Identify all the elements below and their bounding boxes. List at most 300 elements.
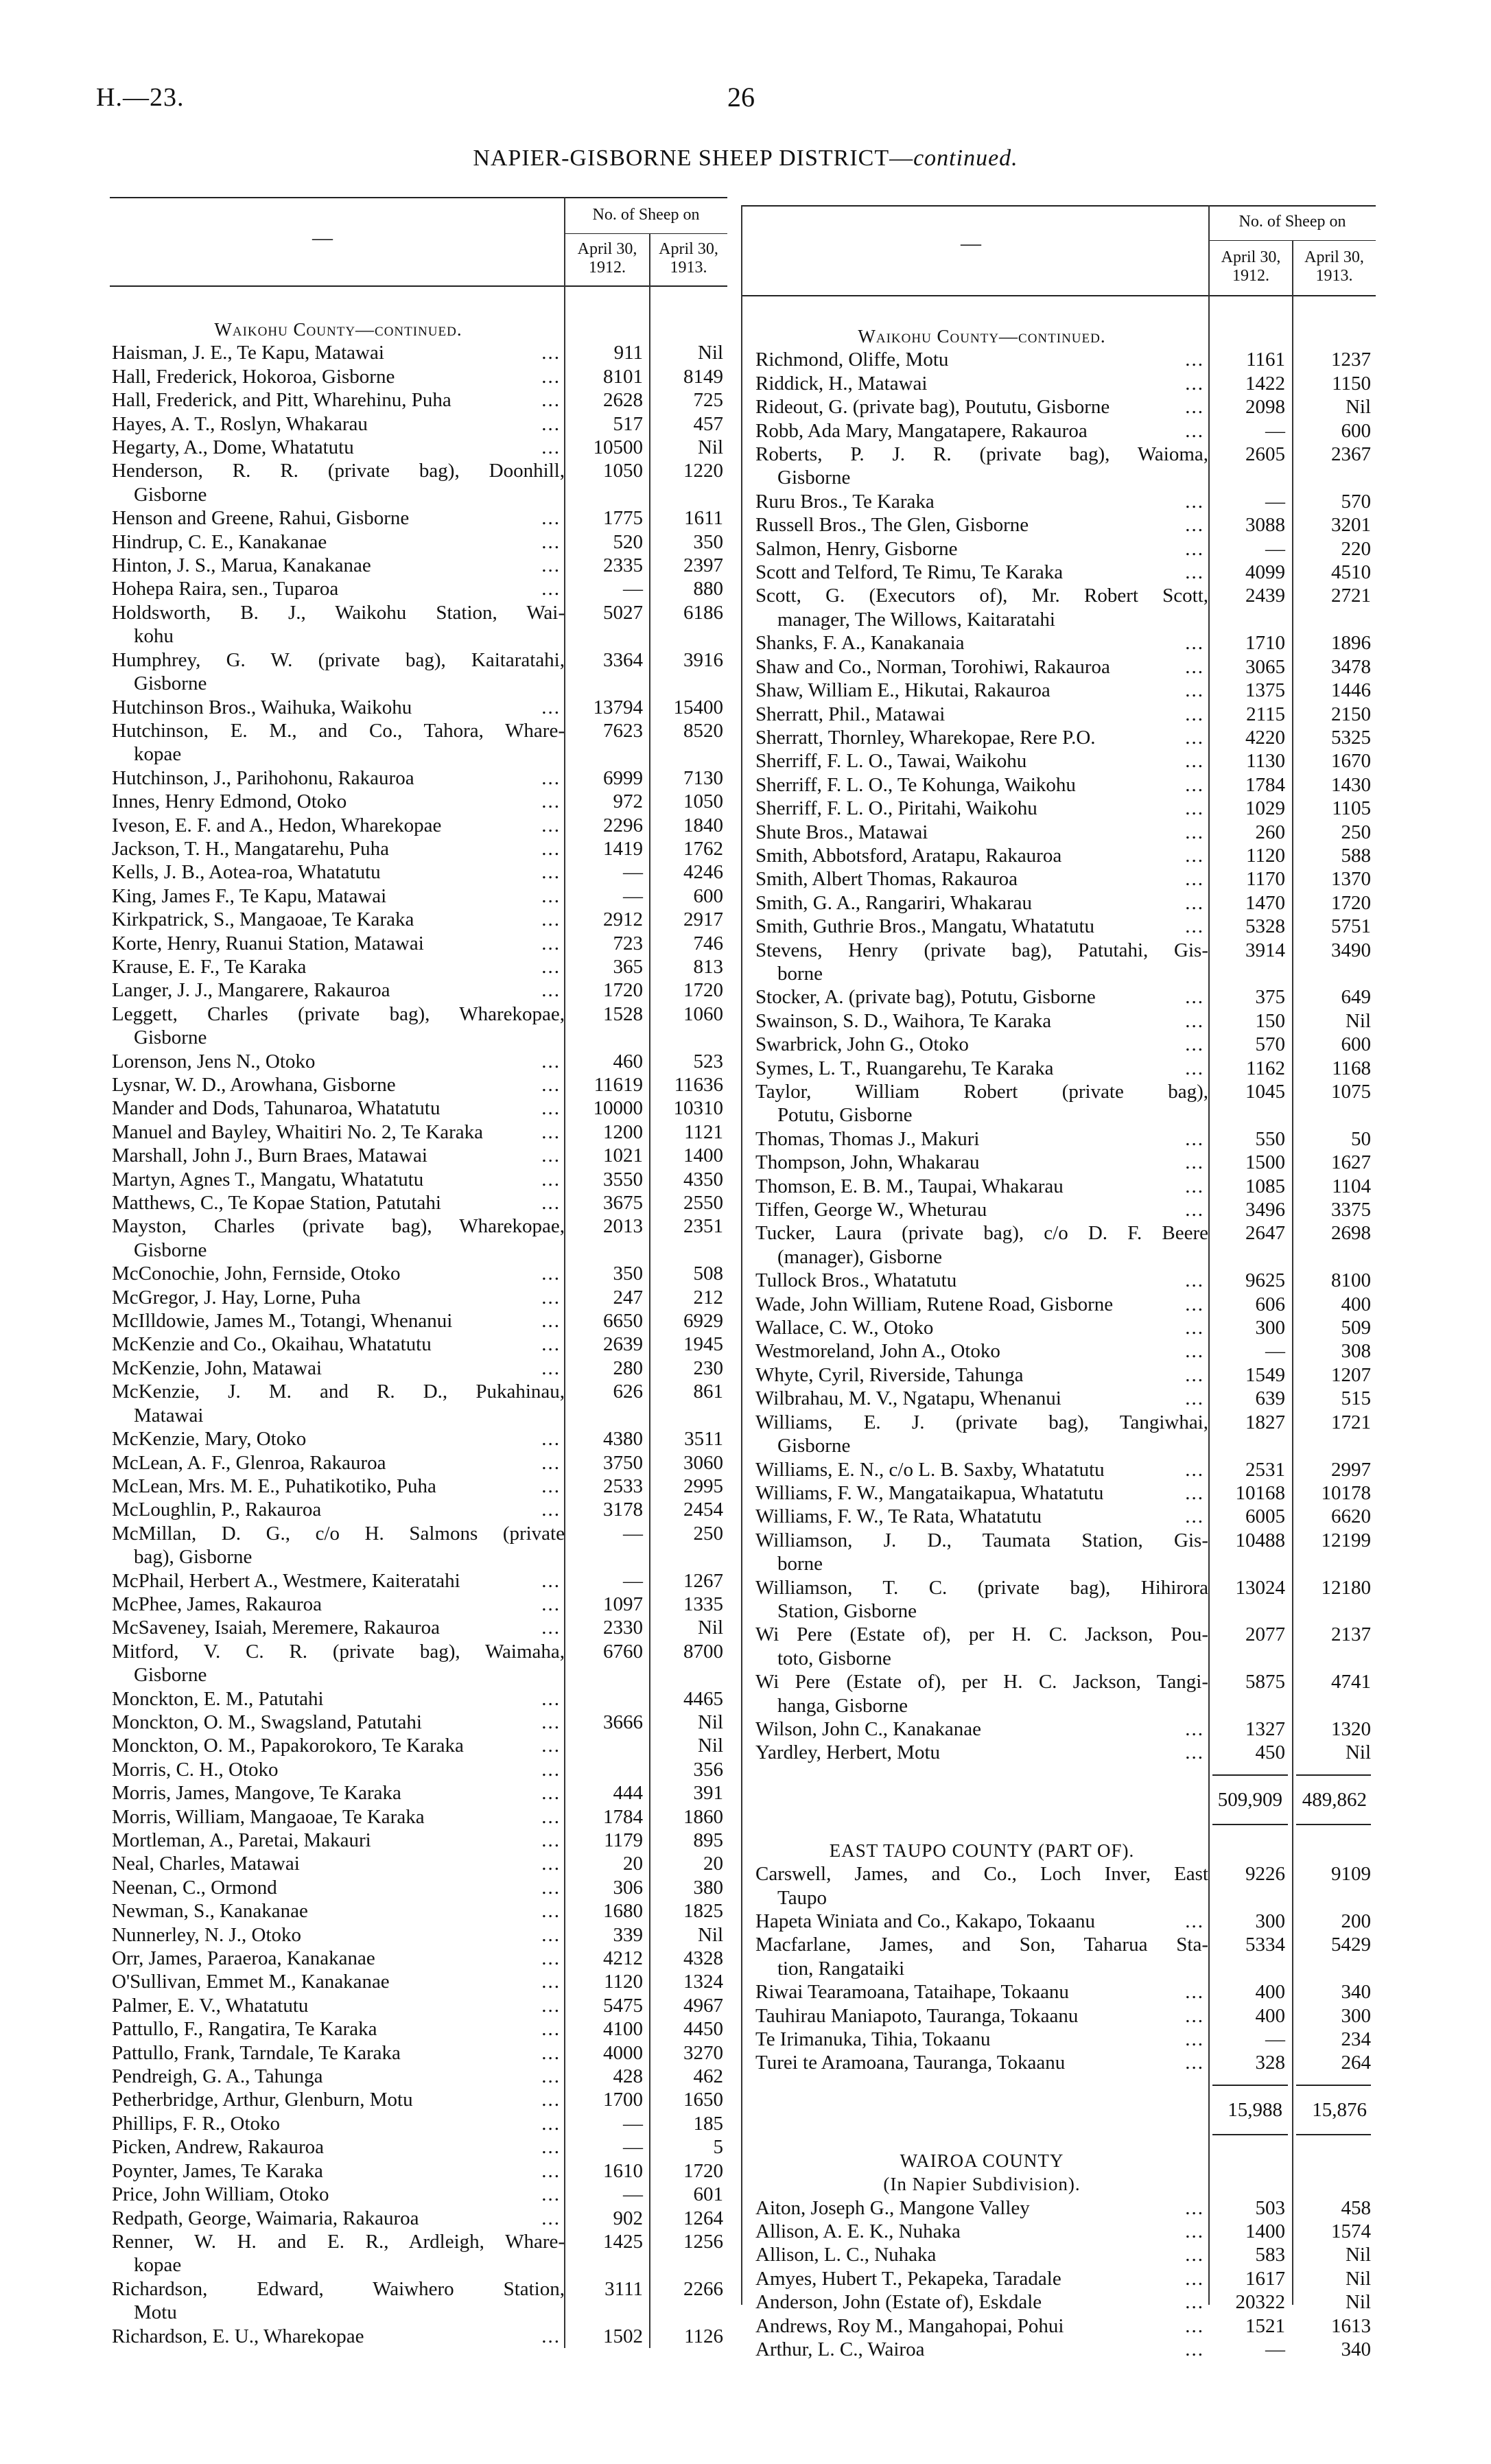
count-1913: Nil [697, 342, 723, 364]
entry-name-text: Swarbrick, John G., Otoko [755, 1033, 969, 1056]
count-1913: 515 [1341, 1387, 1371, 1410]
count-1913: 356 [693, 1758, 723, 1781]
entry-name-line [112, 2277, 565, 2301]
table-row [112, 2230, 727, 2277]
entry-name-line [112, 2230, 565, 2253]
entry-name-line [112, 436, 565, 459]
entry-name [112, 1073, 565, 1096]
entry-name-text: Henson and Greene, Rahui, Gisborne [112, 507, 410, 530]
table-row [755, 2220, 1375, 2243]
count-1912: 1050 [603, 460, 643, 482]
entry-name-line [755, 1269, 1208, 1292]
entry-name [755, 1339, 1208, 1363]
count-1912: — [1265, 2338, 1285, 2361]
entry-name [112, 341, 565, 364]
count-1913: 250 [1341, 821, 1371, 843]
entry-name-line [112, 412, 565, 436]
count-1913: Nil [1345, 2291, 1371, 2314]
county-heading [112, 318, 565, 341]
count-1913: 4328 [683, 1947, 723, 1970]
entry-name-text: Lysnar, W. D., Arowhana, Gisborne [112, 1074, 396, 1096]
entry-name-text: Carswell, James, and Co., Loch Inver, East [755, 1863, 1208, 1886]
entry-name-text: Henderson, R. R. (private bag), Doonhill, [112, 460, 565, 482]
left-group-rule [565, 233, 727, 234]
entry-name [112, 696, 565, 719]
table-row [755, 867, 1375, 891]
count-1912: 20322 [1235, 2291, 1285, 2314]
count-1912: 247 [613, 1286, 643, 1309]
count-1912: 1120 [604, 1971, 643, 1993]
entry-name-line [112, 2325, 565, 2348]
table-row [755, 1080, 1375, 1127]
entry-name [755, 1670, 1208, 1717]
table-row [112, 1475, 727, 1498]
entry-name [112, 2159, 565, 2183]
left-name-header: — [312, 226, 333, 249]
entry-name-line [112, 1970, 565, 1993]
count-1912: 1419 [603, 837, 643, 860]
count-1912: — [623, 861, 643, 884]
entry-name [112, 1923, 565, 1947]
entry-name [755, 1458, 1208, 1481]
entry-name [112, 2065, 565, 2088]
count-1913: 3511 [684, 1428, 723, 1451]
table-row [755, 797, 1375, 820]
entry-name [112, 884, 565, 908]
entry-name-text: McMillan, D. G., c/o H. Salmons (private [112, 1522, 565, 1545]
table-row [755, 584, 1375, 631]
count-1912: 2335 [603, 554, 643, 577]
left-col2-header [650, 240, 727, 277]
entry-name [112, 530, 565, 554]
table-row [112, 1357, 727, 1380]
entry-name-text: Taylor, William Robert (private bag), [755, 1081, 1208, 1103]
entry-name-text: O'Sullivan, Emmet M., Kanakanae [112, 1971, 390, 1993]
table-row [755, 1980, 1375, 2004]
entry-name-text: Wade, John William, Rutene Road, Gisborne [755, 1293, 1114, 1315]
entry-name [755, 2196, 1208, 2220]
count-1912: 2098 [1245, 396, 1285, 419]
entry-name-line [755, 1886, 1208, 1910]
table-row [112, 2183, 727, 2206]
count-1913: 1370 [1331, 868, 1371, 891]
entry-name [755, 773, 1208, 797]
count-1912: 2533 [603, 1475, 643, 1497]
count-1912: 13794 [593, 696, 643, 718]
count-1912: 300 [1255, 1317, 1285, 1339]
entry-name [755, 1481, 1208, 1505]
entry-name [755, 631, 1208, 655]
count-1913: 3201 [1331, 514, 1371, 537]
entry-name-line [112, 955, 565, 978]
entry-name-text: Amyes, Hubert T., Pekapeka, Taradale [755, 2267, 1061, 2290]
entry-name [112, 1569, 565, 1593]
entry-name [112, 2207, 565, 2230]
entry-name [112, 1096, 565, 1120]
entry-name-text: Renner, W. H. and E. R., Ardleigh, Whare- [112, 2230, 565, 2253]
entry-name-line [112, 2017, 565, 2041]
entry-name-text: Williamson, T. C. (private bag), Hihirora [755, 1576, 1208, 1599]
entry-name-line [112, 1734, 565, 1757]
table-row [112, 1144, 727, 1167]
entry-name-text: Mortleman, A., Paretai, Makauri [112, 1829, 371, 1851]
count-1912: 4000 [603, 2041, 643, 2064]
entry-name-text: Matawai [134, 1404, 204, 1427]
entry-name-text: Sherriff, F. L. O., Tawai, Waikohu [755, 750, 1027, 773]
entry-name [755, 1980, 1208, 2004]
count-1913: 1400 [683, 1145, 723, 1167]
entry-name [755, 1316, 1208, 1339]
entry-name-line [112, 1522, 565, 1545]
count-1913: 523 [693, 1050, 723, 1072]
entry-name [755, 2290, 1208, 2314]
entry-name-line [112, 483, 565, 506]
count-1913: 1896 [1331, 632, 1371, 655]
table-row [112, 1711, 727, 1734]
entry-name [755, 655, 1208, 679]
entry-name-line [112, 1498, 565, 1521]
entry-name-line [755, 1339, 1208, 1363]
count-1913: 250 [693, 1522, 723, 1545]
entry-name [112, 2088, 565, 2111]
entry-name [112, 1994, 565, 2017]
entry-name [112, 955, 565, 978]
entry-name [755, 513, 1208, 537]
count-1912: 400 [1255, 1981, 1285, 2004]
table-row [112, 1687, 727, 1711]
entry-name-text: Newman, S., Kanakanae [112, 1900, 308, 1923]
table-row [112, 1286, 727, 1309]
table-row [755, 443, 1375, 490]
count-1912: 8101 [603, 365, 643, 388]
entry-name-text: Tucker, Laura (private bag), c/o D. F. Beere [755, 1222, 1208, 1245]
entry-name [112, 2017, 565, 2041]
entry-name-text: Richardson, Edward, Waiwhero Station, [112, 2277, 565, 2300]
entry-name-line [755, 1057, 1208, 1080]
right-sheep-table [755, 325, 1375, 2362]
count-1913: 3490 [1331, 939, 1371, 961]
count-1912: 1784 [1245, 773, 1285, 796]
entry-name-text: Gisborne [777, 467, 851, 489]
entry-name [755, 2338, 1208, 2361]
entry-name [112, 1876, 565, 1899]
count-1912: 626 [613, 1381, 643, 1403]
count-1912 [565, 1758, 650, 1781]
count-1913: Nil [1345, 1009, 1371, 1032]
entry-name-text: McKenzie, Mary, Otoko [112, 1428, 307, 1451]
entry-name-line [112, 1050, 565, 1073]
table-row [112, 719, 727, 766]
entry-name-line [112, 766, 565, 790]
entry-name-line [112, 1026, 565, 1049]
count-1912 [565, 1687, 650, 1711]
entry-name [755, 1269, 1208, 1292]
count-1912: 3178 [603, 1499, 643, 1521]
entry-name [112, 932, 565, 955]
table-row [112, 978, 727, 1002]
entry-name-line [755, 1505, 1208, 1528]
count-1913: 1762 [683, 837, 723, 860]
count-1913: 4967 [683, 1994, 723, 2017]
entry-name-line [112, 1994, 565, 2017]
entry-name-line [112, 1616, 565, 1639]
entry-name [112, 1593, 565, 1616]
county-heading [755, 1839, 1208, 1862]
table-row [755, 537, 1375, 561]
entry-name-line [112, 1073, 565, 1096]
count-1913: 10310 [673, 1097, 723, 1120]
count-1912: 260 [1255, 821, 1285, 843]
count-1913: 2266 [683, 2277, 723, 2300]
count-1912: 606 [1255, 1293, 1285, 1315]
count-1913: 3060 [683, 1451, 723, 1474]
count-1912: 1045 [1245, 1081, 1285, 1103]
count-1912: 150 [1255, 1009, 1285, 1032]
table-row [112, 1427, 727, 1451]
entry-name-line [112, 1309, 565, 1333]
entry-name [755, 985, 1208, 1009]
entry-name [755, 2243, 1208, 2266]
count-1913: 1126 [684, 2325, 723, 2347]
entry-name [755, 1576, 1208, 1623]
table-row [112, 2135, 727, 2159]
entry-name-line [112, 1168, 565, 1191]
entry-name-line [112, 2135, 565, 2159]
entry-name [755, 1529, 1208, 1576]
entry-name [755, 1127, 1208, 1151]
entry-name [112, 908, 565, 931]
entry-name-text: Humphrey, G. W. (private bag), Kaitaratahi, [112, 648, 565, 671]
table-row [112, 1050, 727, 1073]
entry-name-line [755, 939, 1208, 962]
entry-name [112, 1451, 565, 1475]
table-row [755, 1339, 1375, 1363]
entry-name-text: tion, Rangataiki [777, 1957, 905, 1980]
entry-name-line [112, 2041, 565, 2065]
entry-name [755, 490, 1208, 513]
entry-name-line [112, 790, 565, 813]
count-1912: 10500 [593, 436, 643, 459]
entry-name [112, 1144, 565, 1167]
entry-name-line [112, 1781, 565, 1805]
count-1913: 1860 [683, 1805, 723, 1828]
count-1913: 458 [1341, 2196, 1371, 2219]
count-1913: 185 [693, 2112, 723, 2135]
entry-name [755, 395, 1208, 419]
entry-name-line [112, 1451, 565, 1475]
count-1912: 1617 [1245, 2267, 1285, 2290]
table-row [755, 1363, 1375, 1387]
entry-name [755, 1505, 1208, 1528]
entry-name [755, 1033, 1208, 1056]
entry-name-line [112, 1333, 565, 1356]
left-header-bottom-rule [565, 285, 727, 287]
entry-name-text: McLoughlin, P., Rakauroa [112, 1499, 322, 1521]
count-1912: — [1265, 1340, 1285, 1363]
count-1913: 3270 [683, 2041, 723, 2064]
entry-name [755, 1175, 1208, 1198]
table-row [755, 2338, 1375, 2361]
entry-name-text: McKenzie and Co., Okaihau, Whatatutu [112, 1333, 432, 1356]
entry-name [755, 1387, 1208, 1410]
entry-name-line [755, 1717, 1208, 1741]
entry-name-line [755, 1387, 1208, 1410]
table-row [112, 1120, 727, 1144]
count-1912: 4100 [603, 2018, 643, 2041]
count-1912: 1130 [1246, 750, 1285, 773]
left-sheep-table [112, 318, 727, 2348]
entry-name-text: Iveson, E. F. and A., Hedon, Wharekopae [112, 814, 442, 836]
entry-name-text: Smith, G. A., Rangariri, Whakarau [755, 891, 1032, 914]
count-1913: 1324 [683, 1971, 723, 1993]
count-1912: 1470 [1245, 891, 1285, 914]
entry-name [755, 419, 1208, 443]
entry-name-line [112, 672, 565, 695]
entry-name [755, 2028, 1208, 2051]
entry-name [112, 1805, 565, 1829]
entry-name-text: Smith, Guthrie Bros., Mangatu, Whatatutu [755, 915, 1095, 938]
entry-name [755, 2075, 1208, 2145]
count-1912: — [623, 1569, 643, 1592]
heading-text: EAST TAUPO COUNTY (PART OF). [829, 1840, 1135, 1861]
count-1912: 1400 [1245, 2220, 1285, 2243]
count-1913: 508 [693, 1263, 723, 1285]
left-col2-header-b: 1913. [670, 259, 707, 277]
entry-name [112, 2277, 565, 2325]
count-1912: 1700 [603, 2089, 643, 2111]
count-1913: 1220 [683, 460, 723, 482]
entry-name-text: Kells, J. B., Aotea-roa, Whatatutu [112, 861, 381, 884]
table-row [755, 773, 1375, 797]
entry-name-text: Allison, A. E. K., Nuhaka [755, 2220, 961, 2243]
table-row [112, 790, 727, 813]
count-1913: 600 [1341, 419, 1371, 442]
table-row [112, 696, 727, 719]
count-1913: 11636 [674, 1074, 723, 1096]
entry-name-text: Roberts, P. J. R. (private bag), Waioma, [755, 443, 1208, 466]
entry-name-line [112, 624, 565, 648]
entry-name-line [755, 1599, 1208, 1623]
count-1913: 1150 [1332, 372, 1371, 395]
entry-name [112, 1262, 565, 1285]
entry-name-text: Smith, Abbotsford, Aratapu, Rakauroa [755, 844, 1062, 867]
heading-text: (In Napier Subdivision). [883, 2174, 1081, 2195]
table-row [755, 985, 1375, 1009]
entry-name-line [755, 348, 1208, 371]
count-1912: 13024 [1235, 1576, 1285, 1599]
entry-name-line [112, 2112, 565, 2135]
entry-name-text: Hohepa Raira, sen., Tuparoa [112, 578, 339, 600]
entry-name-text: Jackson, T. H., Mangatarehu, Puha [112, 837, 390, 860]
count-1912: 550 [1255, 1127, 1285, 1150]
count-1912: 1500 [1245, 1151, 1285, 1174]
entry-name-line [112, 1640, 565, 1663]
entry-name-text: Wilbrahau, M. V., Ngatapu, Whenanui [755, 1387, 1061, 1410]
entry-name-line [112, 388, 565, 412]
entry-name [112, 554, 565, 577]
count-1913: 340 [1341, 2338, 1371, 2361]
entry-name [112, 1427, 565, 1451]
entry-name [112, 1640, 565, 1687]
entry-name [755, 348, 1208, 371]
table-row [755, 821, 1375, 844]
entry-name-text: Marshall, John J., Burn Braes, Matawai [112, 1145, 427, 1167]
table-row [112, 2041, 727, 2065]
entry-name-text: Neal, Charles, Matawai [112, 1853, 300, 1875]
entry-name [755, 1363, 1208, 1387]
table-row [112, 1876, 727, 1899]
entry-name-line [112, 1687, 565, 1711]
entry-name-text: Yardley, Herbert, Motu [755, 1741, 941, 1764]
count-1912: — [623, 2136, 643, 2159]
entry-name-line [112, 1947, 565, 1970]
count-1912: 6760 [603, 1640, 643, 1663]
entry-name-line [755, 797, 1208, 820]
table-row [755, 891, 1375, 915]
entry-name-text: Mayston, Charles (private bag), Wharekopae, [112, 1215, 565, 1238]
table-row [112, 2112, 727, 2135]
entry-name [755, 561, 1208, 584]
entry-name [112, 1050, 565, 1073]
entry-name [112, 1947, 565, 1970]
count-1912: 2912 [603, 908, 643, 931]
count-1913: 1613 [1331, 2314, 1371, 2337]
count-1913: 880 [693, 578, 723, 600]
entry-name-line [112, 1427, 565, 1451]
entry-name-text: Pendreigh, G. A., Tahunga [112, 2065, 323, 2088]
table-row [112, 1899, 727, 1923]
entry-name [112, 1286, 565, 1309]
count-1912: 2628 [603, 389, 643, 412]
entry-name-line [112, 837, 565, 860]
entry-name-text: hanga, Gisborne [777, 1694, 908, 1717]
table-row [755, 419, 1375, 443]
entry-name-line [755, 2051, 1208, 2074]
count-1913: 340 [1341, 1981, 1371, 2004]
entry-name-text: Monckton, O. M., Papakorokoro, Te Karaka [112, 1735, 464, 1757]
entry-name-text: Williams, F. W., Mangataikapua, Whatatutu [755, 1481, 1104, 1504]
table-row [755, 1529, 1375, 1576]
title-continued: continued. [913, 145, 1018, 171]
right-group-header: No. of Sheep on [1238, 213, 1346, 231]
entry-name-text: Wi Pere (Estate of), per H. C. Jackson, Tangi- [755, 1671, 1208, 1693]
entry-name [112, 1852, 565, 1875]
count-1912: 583 [1255, 2244, 1285, 2266]
entry-name-line [755, 1647, 1208, 1670]
entry-name-line [755, 2004, 1208, 2028]
entry-name-line [112, 2065, 565, 2088]
entry-name [112, 1734, 565, 1757]
count-1912: 444 [613, 1782, 643, 1805]
entry-name-line [112, 459, 565, 482]
table-row [112, 1498, 727, 1521]
table-row [112, 1616, 727, 1639]
entry-name [112, 365, 565, 388]
count-1912: 3550 [603, 1168, 643, 1190]
entry-name [112, 459, 565, 506]
entry-name [112, 2135, 565, 2159]
count-1912: 1528 [603, 1002, 643, 1025]
entry-name [112, 2041, 565, 2065]
table-row [755, 844, 1375, 867]
table-row [755, 1910, 1375, 1933]
count-1912: 3496 [1245, 1199, 1285, 1221]
entry-name-line [755, 1009, 1208, 1033]
entry-name-line [112, 814, 565, 837]
entry-name-text: Redpath, George, Waimaria, Rakauroa [112, 2207, 419, 2229]
entry-name [112, 1758, 565, 1781]
count-1913: 1650 [683, 2089, 723, 2111]
